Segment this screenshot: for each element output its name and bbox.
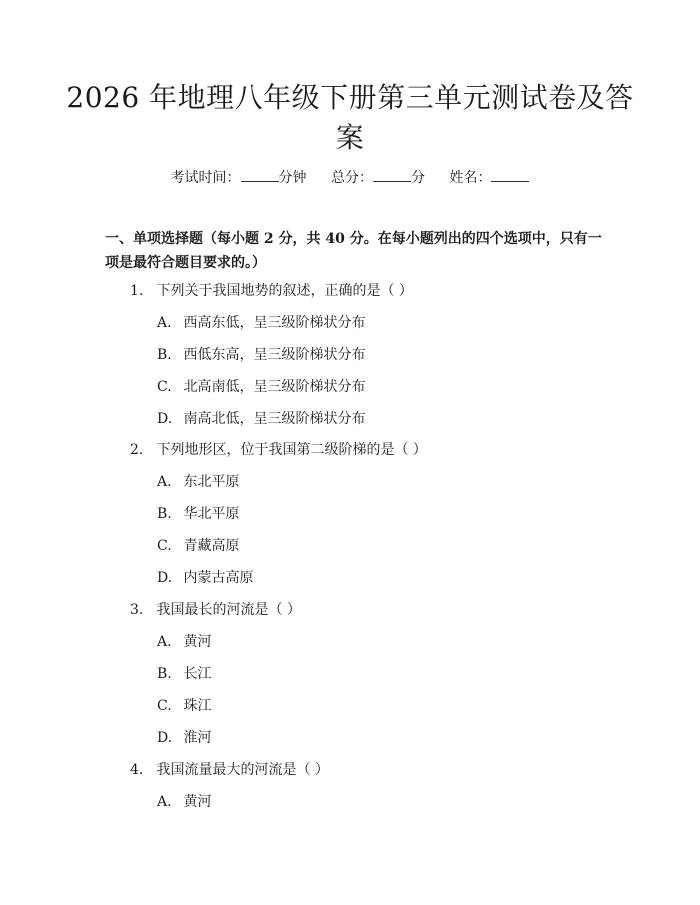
question-1-option-c	[157, 377, 365, 397]
name-blank	[491, 169, 529, 182]
option-label: A.	[157, 794, 172, 810]
question-text: 下列关于我国地势的叙述，正确的是（ ）	[156, 283, 413, 299]
title-line-2: 案	[335, 121, 365, 154]
exam-meta	[0, 168, 700, 188]
question-2-option-a	[157, 472, 239, 492]
question-1-option-d	[157, 409, 365, 429]
option-text: 南高北低，呈三级阶梯状分布	[183, 411, 366, 427]
option-label: C.	[157, 698, 172, 714]
question-4	[130, 760, 329, 780]
score-field	[331, 170, 429, 186]
option-text: 东北平原	[183, 474, 240, 490]
option-label: D.	[157, 730, 173, 746]
option-label: D.	[157, 411, 173, 427]
name-field	[449, 170, 529, 186]
question-2-option-d	[157, 568, 253, 588]
time-field	[171, 170, 311, 186]
question-1-option-a	[157, 313, 365, 333]
option-text: 青藏高原	[183, 538, 240, 554]
question-text: 我国流量最大的河流是（ ）	[156, 762, 329, 778]
option-label: C.	[157, 538, 172, 554]
question-2	[130, 440, 427, 460]
time-blank	[241, 169, 279, 182]
question-2-option-b	[157, 504, 239, 524]
time-unit: 分钟	[278, 170, 307, 186]
question-3	[130, 600, 301, 620]
question-3-option-b	[157, 664, 211, 684]
option-text: 西高东低，呈三级阶梯状分布	[183, 315, 366, 331]
score-label: 总分：	[331, 170, 373, 186]
exam-title	[60, 78, 640, 158]
title-line-1: 2026 年地理八年级下册第三单元测试卷及答	[66, 81, 634, 114]
option-label: B.	[157, 506, 172, 522]
question-2-option-c	[157, 536, 239, 556]
option-text: 珠江	[183, 698, 212, 714]
option-text: 西低东高，呈三级阶梯状分布	[183, 347, 366, 363]
option-text: 长江	[183, 666, 212, 682]
question-1	[130, 281, 413, 301]
question-3-option-c	[157, 696, 211, 716]
option-text: 内蒙古高原	[183, 570, 254, 586]
score-blank	[373, 169, 411, 182]
option-label: A.	[157, 315, 172, 331]
option-label: B.	[157, 347, 172, 363]
option-label: D.	[157, 570, 173, 586]
time-label: 考试时间：	[170, 170, 241, 186]
question-3-option-a	[157, 632, 211, 652]
score-unit: 分	[411, 170, 425, 186]
question-text: 下列地形区，位于我国第二级阶梯的是（ ）	[156, 442, 427, 458]
question-1-option-b	[157, 345, 365, 365]
question-3-option-d	[157, 728, 211, 748]
option-label: A.	[157, 474, 172, 490]
question-number: 2.	[130, 442, 144, 458]
question-number: 1.	[130, 283, 144, 299]
question-number: 3.	[130, 602, 144, 618]
option-label: B.	[157, 666, 172, 682]
option-text: 华北平原	[183, 506, 240, 522]
section-heading: 一、单项选择题（每小题 2 分，共 40 分。在每小题列出的四个选项中，只有一项是最符合题目要求的。）	[105, 231, 602, 271]
option-label: C.	[157, 379, 172, 395]
option-text: 黄河	[183, 634, 212, 650]
question-text: 我国最长的河流是（ ）	[156, 602, 301, 618]
option-text: 淮河	[183, 730, 212, 746]
option-label: A.	[157, 634, 172, 650]
name-label: 姓名：	[449, 170, 492, 186]
question-number: 4.	[130, 762, 144, 778]
question-4-option-a	[157, 792, 211, 812]
option-text: 北高南低，呈三级阶梯状分布	[183, 379, 366, 395]
option-text: 黄河	[183, 794, 212, 810]
